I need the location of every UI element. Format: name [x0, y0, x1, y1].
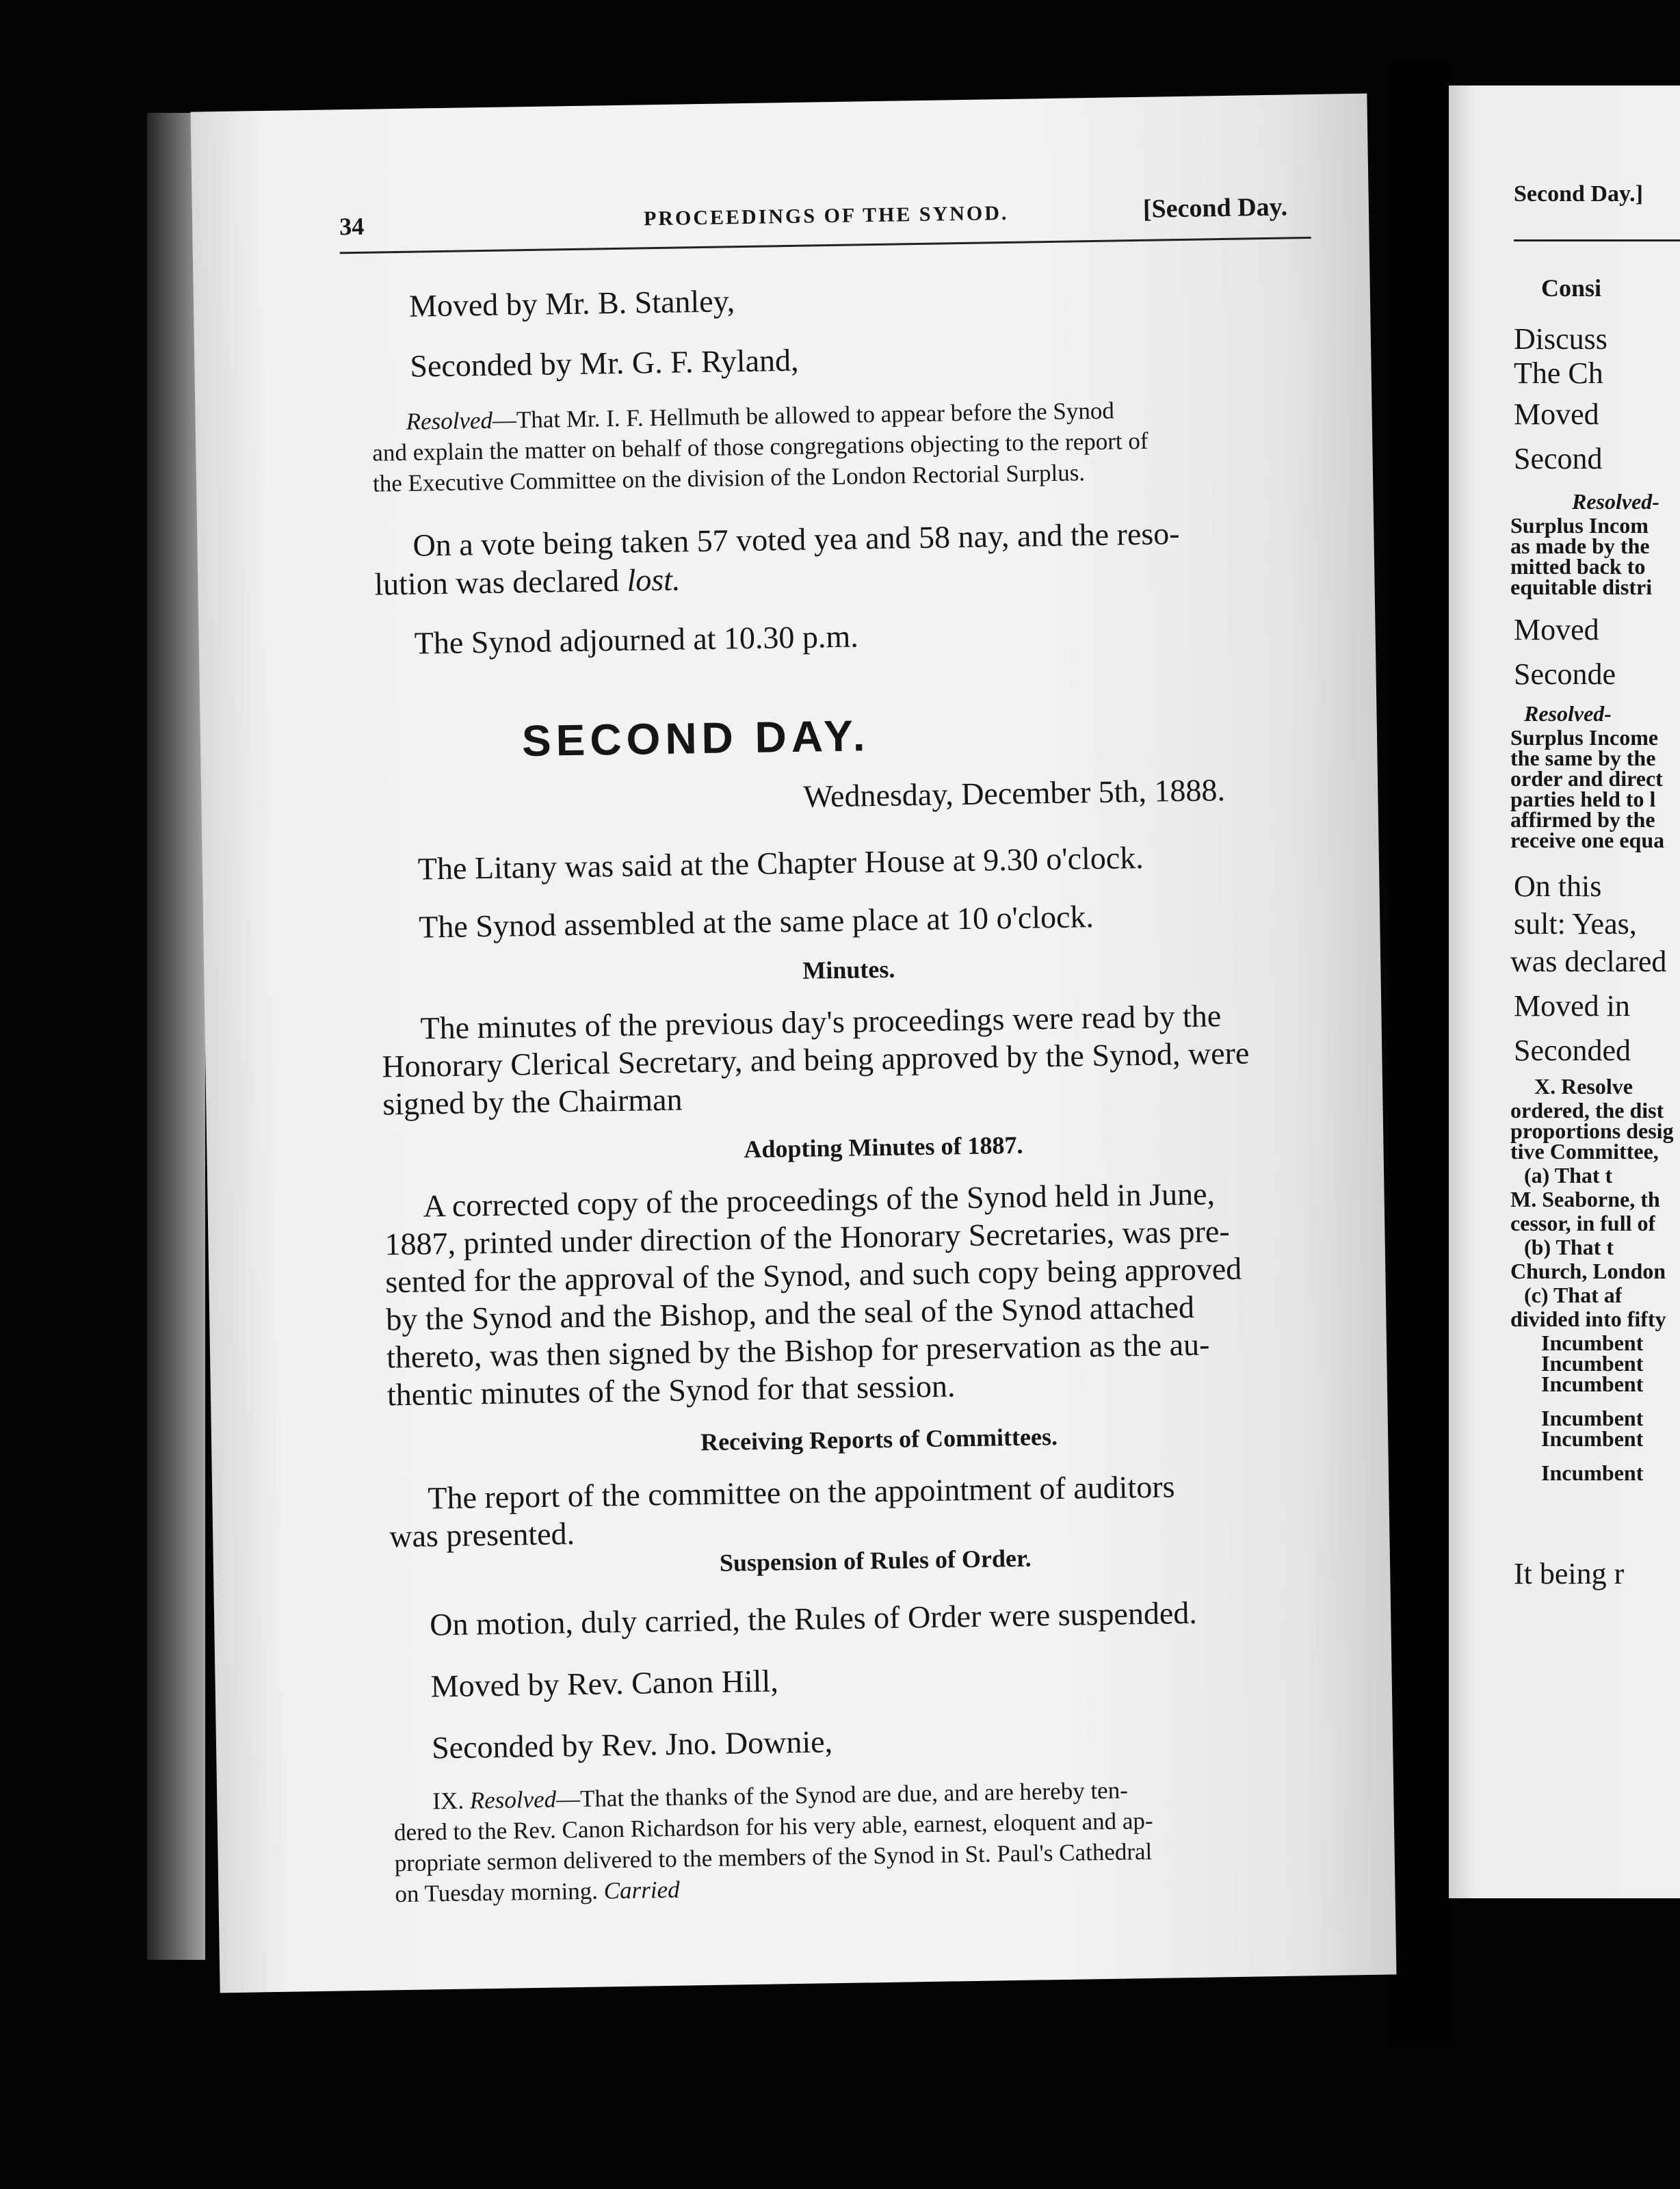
right-page-line: X. Resolve — [1534, 1074, 1633, 1099]
running-title: PROCEEDINGS OF THE SYNOD. — [643, 201, 1009, 231]
receiving-line-1: The report of the committee on the appointment of auditors — [427, 1469, 1175, 1516]
right-page-line: tive Committee, — [1510, 1139, 1659, 1164]
right-page-line: Moved in — [1514, 989, 1630, 1023]
right-page-line: Church, London — [1510, 1259, 1666, 1283]
header-rule — [340, 237, 1311, 254]
resolved-line-2: and explain the matter on behalf of those congregations objecting to the report of — [372, 427, 1149, 467]
minutes-heading: Minutes. — [802, 955, 895, 984]
right-page-line: parties held to l — [1510, 787, 1656, 811]
resolved-line-1: Resolved—That Mr. I. F. Hellmuth be allowed to appear before the Synod — [406, 397, 1115, 435]
left-page — [191, 94, 1397, 1993]
right-page-line: Moved — [1514, 613, 1599, 646]
ix-line-3: propriate sermon delivered to the members of the Synod in St. Paul's Cathedral — [394, 1837, 1153, 1877]
right-page-line: Resolved- — [1524, 701, 1612, 726]
page-number: 34 — [339, 212, 365, 241]
running-section: [Second Day. — [1142, 192, 1288, 224]
right-page-line: divided into fifty — [1510, 1307, 1666, 1331]
right-running-section: Second Day.] — [1514, 181, 1643, 207]
book-gutter — [1389, 62, 1450, 2045]
right-page-line: as made by the — [1510, 534, 1650, 558]
right-page-line: It being r — [1514, 1557, 1625, 1590]
right-page-line: sult: Yeas, — [1514, 907, 1637, 941]
seconded-by-2: Seconded by Rev. Jno. Downie, — [431, 1724, 833, 1766]
right-page-line: affirmed by the — [1510, 807, 1655, 832]
adopting-line-6: thentic minutes of the Synod for that session. — [386, 1368, 956, 1413]
ix-label: IX. — [432, 1787, 464, 1815]
ix-line-1: IX. Resolved—That the thanks of the Synod are due, and are hereby ten- — [432, 1777, 1129, 1815]
right-page-line: mitted back to — [1510, 554, 1646, 579]
receiving-line-2: was presented. — [389, 1516, 575, 1554]
minutes-line-3: signed by the Chairman — [382, 1082, 683, 1122]
right-page-line: Discuss — [1514, 322, 1607, 356]
right-page-line: Incumbent — [1541, 1351, 1644, 1376]
adopting-line-2: 1887, printed under direction of the Honorary Secretaries, was pre- — [384, 1214, 1230, 1262]
right-page-line: Incumbent — [1541, 1426, 1644, 1451]
right-page-line: (a) That t — [1524, 1163, 1613, 1188]
right-page-line: M. Seaborne, th — [1510, 1187, 1660, 1211]
suspension-heading: Suspension of Rules of Order. — [719, 1544, 1032, 1577]
adopting-line-4: by the Synod and the Bishop, and the seal of the Synod attached — [385, 1289, 1195, 1337]
right-page-line: Surplus Incom — [1510, 513, 1649, 538]
minutes-line-2: Honorary Clerical Secretary, and being approved by the Synod, were — [382, 1035, 1250, 1084]
vote-lost: lost. — [627, 562, 681, 598]
right-page-line: (b) That t — [1524, 1235, 1614, 1259]
right-page-line: the same by the — [1510, 746, 1656, 770]
right-page-line: Incumbent — [1541, 1460, 1644, 1485]
right-page-line: receive one equa — [1510, 828, 1665, 852]
right-page-line: was declared — [1510, 945, 1667, 978]
right-page — [1449, 86, 1680, 1898]
seconded-by-1: Seconded by Mr. G. F. Ryland, — [409, 342, 799, 384]
ix-line-2: dered to the Rev. Canon Richardson for his very able, earnest, eloquent and ap- — [393, 1807, 1153, 1846]
right-page-line: (c) That af — [1524, 1283, 1623, 1307]
right-page-line: Incumbent — [1541, 1331, 1644, 1355]
adopting-line-5: thereto, was then signed by the Bishop for preservation as the au- — [386, 1326, 1210, 1375]
moved-by-1: Moved by Mr. B. Stanley, — [408, 283, 735, 324]
adopting-line-3: sented for the approval of the Synod, and such copy being approved — [385, 1250, 1242, 1300]
minutes-line-1: The minutes of the previous day's proceedings were read by the — [420, 998, 1222, 1046]
ix-carried: Carried — [603, 1876, 680, 1904]
litany-line: The Litany was said at the Chapter House at 9.30 o'clock. — [417, 839, 1144, 887]
ix-resolved: Resolved — [469, 1785, 557, 1814]
right-header-rule — [1514, 239, 1680, 241]
resolved-label: Resolved — [406, 406, 493, 435]
vote-line-2: lution was declared lost. — [373, 562, 681, 602]
suspension-line: On motion, duly carried, the Rules of Order were suspended. — [429, 1595, 1198, 1642]
vote-line-1: On a vote being taken 57 voted yea and 58 nay, and the reso- — [412, 516, 1180, 563]
right-page-line: cessor, in full of — [1510, 1211, 1656, 1235]
right-page-line: proportions desig — [1510, 1118, 1674, 1143]
right-page-line: Moved — [1514, 397, 1599, 431]
right-page-line: Resolved- — [1572, 489, 1659, 514]
right-page-line: Incumbent — [1541, 1406, 1644, 1430]
right-page-line: order and direct — [1510, 766, 1663, 791]
date-line: Wednesday, December 5th, 1888. — [802, 772, 1226, 814]
right-page-line: Second — [1514, 442, 1603, 475]
moved-by-2: Moved by Rev. Canon Hill, — [430, 1663, 779, 1704]
receiving-heading: Receiving Reports of Committees. — [700, 1423, 1058, 1456]
day-title: SECOND DAY. — [521, 711, 871, 766]
adopting-heading: Adopting Minutes of 1887. — [744, 1131, 1023, 1164]
right-page-line: Seconde — [1514, 657, 1616, 691]
assembled-line: The Synod assembled at the same place at 10 o'clock. — [418, 899, 1094, 945]
right-page-line: Incumbent — [1541, 1372, 1644, 1396]
adjourned-line: The Synod adjourned at 10.30 p.m. — [414, 618, 859, 661]
adopting-line-1: A corrected copy of the proceedings of the Synod held in June, — [423, 1176, 1216, 1224]
ix-line-4: on Tuesday morning. Carried — [395, 1876, 680, 1908]
right-page-line: The Ch — [1514, 356, 1603, 390]
right-page-line: ordered, the dist — [1510, 1098, 1664, 1123]
right-page-line: Surplus Income — [1510, 725, 1659, 750]
right-page-line: Consi — [1541, 274, 1602, 302]
right-page-line: On this — [1514, 869, 1602, 903]
right-page-line: Seconded — [1514, 1034, 1631, 1067]
right-page-line: equitable distri — [1510, 575, 1653, 599]
resolved-line-3: the Executive Committee on the division of the London Rectorial Surplus. — [372, 459, 1086, 497]
